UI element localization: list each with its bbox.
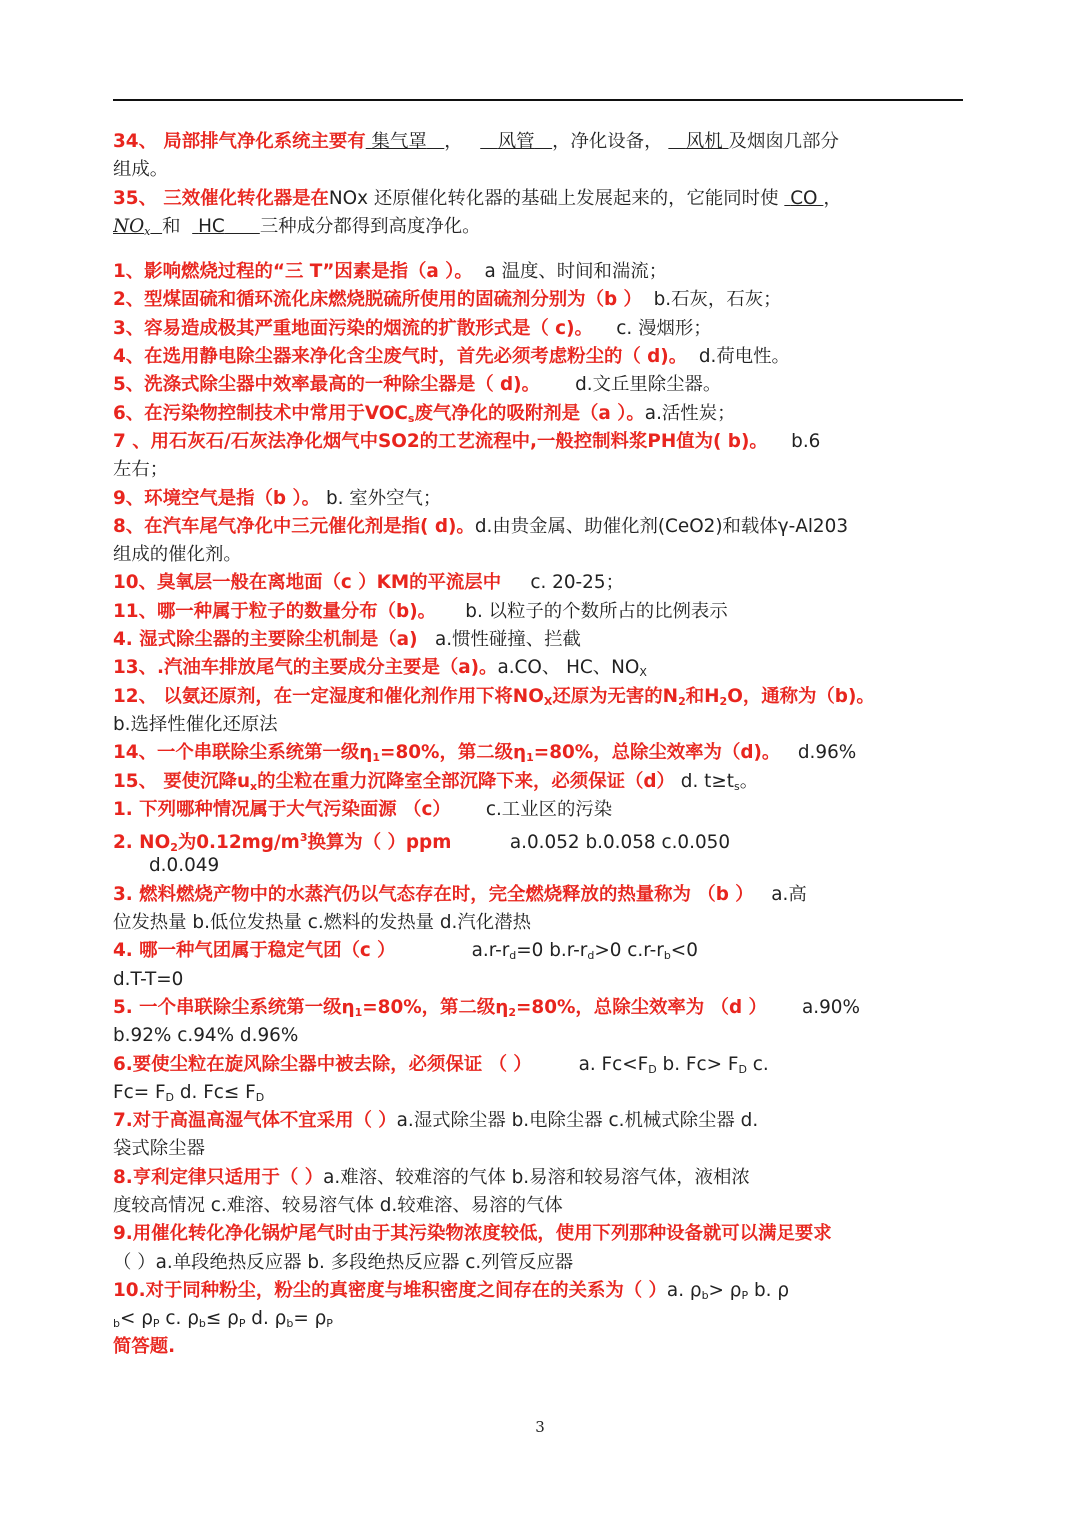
section2-question-5-continuation xyxy=(113,1022,963,1050)
question-number: 34、 xyxy=(113,131,157,152)
punctuation: ， xyxy=(823,187,842,209)
answer-text: d.荷电性。 xyxy=(698,346,790,368)
question-35-continuation xyxy=(113,213,963,241)
answer-text: 位发热量 b.低位发热量 c.燃料的发热量 d.汽化潜热 xyxy=(113,912,531,934)
question-text: 2. $NO_2$为$0.12mg/m^3$换算为（ ）ppm xyxy=(113,831,452,853)
section2-question-2-continuation xyxy=(113,852,963,880)
question-text: 1. 下列哪种情况属于大气污染面源 （c） xyxy=(113,798,451,820)
mc-question-4b xyxy=(113,626,963,654)
question-number: 35、 xyxy=(113,187,157,209)
mc-question-8 xyxy=(113,513,963,541)
answer-text: a.CO、 HC、$NO_X$ xyxy=(497,657,647,680)
mc-question-8-continuation xyxy=(113,541,963,569)
answer-text: a.90% xyxy=(801,996,860,1018)
question-text: 1、影响燃烧过程的“三 T”因素是指（a ）。 xyxy=(113,261,473,283)
question-text: 14、一个串联除尘系统第一级$\eta_1=80\%$，第二级$\eta_1=80\%$，总除尘效率为（d)。 xyxy=(113,742,781,765)
answer-text: a. $\rho_b> \rho_P$ b. ρ xyxy=(666,1279,790,1302)
answer-text: d. $t\ge t_s$。 xyxy=(680,770,759,793)
answer-text: $Fc= F_D$ d. $Fc\le F_D$ xyxy=(113,1081,265,1104)
section2-question-2 xyxy=(113,824,963,852)
question-34 xyxy=(113,128,963,156)
mc-question-9 xyxy=(113,485,963,513)
answer-text: 左右； xyxy=(113,459,169,481)
mc-question-4 xyxy=(113,343,963,371)
section2-question-1 xyxy=(113,796,963,824)
section2-question-10-continuation xyxy=(113,1305,963,1333)
answer-text: c. 20-25； xyxy=(530,572,624,594)
question-text: 4、在选用静电除尘器来净化含尘废气时，首先必须考虑粉尘的（ d)。 xyxy=(113,346,688,368)
mc-question-1 xyxy=(113,258,963,286)
mc-question-6 xyxy=(113,400,963,428)
mc-question-7-continuation xyxy=(113,456,963,484)
mc-question-13 xyxy=(113,654,963,682)
section2-question-6-continuation xyxy=(113,1079,963,1107)
blank-answer: 集气罩 xyxy=(371,131,427,152)
answer-text: a. $Fc<F_D$ b. $Fc> F_D$ c. xyxy=(578,1053,769,1076)
question-text: 8.亨利定律只适用于（ ） xyxy=(113,1166,324,1188)
mc-question-11 xyxy=(113,598,963,626)
answer-text: c.工业区的污染 xyxy=(485,798,613,820)
question-34-continuation xyxy=(113,156,963,184)
answer-text: $_b< \rho_P$ c. $\rho_b\le \rho_P$ d. $\rho_b= \rho_P$ xyxy=(113,1308,333,1331)
blank-answer: 风管 xyxy=(497,131,535,152)
answer-text: 三种成分都得到高度净化。 xyxy=(259,215,481,237)
mc-question-7 xyxy=(113,428,963,456)
answer-text: 度较高情况 c.难溶、较易溶气体 d.较难溶、易溶的气体 xyxy=(113,1194,563,1216)
answer-text: a.湿式除尘器 b.电除尘器 c.机械式除尘器 d. xyxy=(396,1110,759,1132)
answer-text: d.T-T=0 xyxy=(113,968,184,990)
blank-answer: HC xyxy=(198,215,225,237)
section2-question-5 xyxy=(113,994,963,1022)
section2-question-10 xyxy=(113,1277,963,1305)
question-text: 6.要使尘粒在旋风除尘器中被去除，必须保证 （ ） xyxy=(113,1053,532,1075)
section2-question-9 xyxy=(113,1220,963,1248)
question-stem: 三效催化转化器是在 xyxy=(156,187,329,209)
section-heading: 简答题. xyxy=(113,1336,176,1358)
blank-answer: $NO_x$ xyxy=(113,215,151,238)
section2-question-4-continuation xyxy=(113,966,963,994)
section2-question-8-continuation xyxy=(113,1192,963,1220)
section2-question-3-continuation xyxy=(113,909,963,937)
section2-question-4 xyxy=(113,937,963,965)
answer-text: b.选择性催化还原法 xyxy=(113,713,278,735)
answer-text: b. 室外空气； xyxy=(325,487,442,509)
question-text: 7.对于高温高湿气体不宜采用（ ） xyxy=(113,1110,397,1132)
answer-text: 组成的催化剂。 xyxy=(113,544,242,566)
question-text: 5、洗涤式除尘器中效率最高的一种除尘器是（ d)。 xyxy=(113,374,540,396)
answer-text: b.92% c.94% d.96% xyxy=(113,1025,299,1047)
answer-text: a.难溶、较难溶的气体 b.易溶和较易溶气体，液相浓 xyxy=(323,1166,750,1188)
answer-text: $a.r-r_d=0$ $b.r-r_d>0$ $c.r-r_b<0$ xyxy=(471,940,698,963)
question-text: 5. 一个串联除尘系统第一级$\eta_1=80\%$，第二级$\eta_2=80\%$，总除尘效率为 （d ） xyxy=(113,996,767,1019)
answer-text: b. 以粒子的个数所占的比例表示 xyxy=(465,600,728,622)
answer-text: b.石灰，石灰； xyxy=(653,289,782,311)
question-text: 6、在污染物控制技术中常用于$VOC_s$废气净化的吸附剂是（a ）。 xyxy=(113,402,645,425)
answer-text: a.高 xyxy=(771,883,807,905)
question-text: 3、容易造成极其严重地面污染的烟流的扩散形式是（ c)。 xyxy=(113,317,593,339)
mc-question-3 xyxy=(113,315,963,343)
section2-question-7-continuation xyxy=(113,1135,963,1163)
question-text: 9.用催化转化净化锅炉尾气时由于其污染物浓度较低，使用下列那种设备就可以满足要求 xyxy=(113,1223,832,1245)
question-text: 4. 哪一种气团属于稳定气团（c ） xyxy=(113,940,396,962)
page-number: 3 xyxy=(535,1418,545,1436)
mc-question-2 xyxy=(113,286,963,314)
answer-text: NOx 还原催化转化器的基础上发展起来的，它能同时使 xyxy=(328,187,779,209)
answer-text: a 温度、时间和湍流； xyxy=(484,261,668,283)
answer-text: （ ）a.单段绝热反应器 b. 多段绝热反应器 c.列管反应器 xyxy=(113,1251,574,1273)
question-text: 12、 以氨还原剂，在一定湿度和催化剂作用下将$NO_X$还原为无害的$N_2$和$H_2O$，通称为（b)。 xyxy=(113,685,875,708)
section2-question-8 xyxy=(113,1164,963,1192)
question-text: 8、在汽车尾气净化中三元催化剂是指( d)。 xyxy=(113,515,475,537)
mc-question-12 xyxy=(113,683,963,711)
answer-text: d.96% xyxy=(797,742,857,764)
document-body xyxy=(113,128,963,1362)
answer-text: 及烟囱几部分 xyxy=(728,131,839,152)
mc-question-15 xyxy=(113,768,963,796)
question-text: 7 、用石灰石/石灰法净化烟气中SO2的工艺流程中,一般控制料浆PH值为( b)。 xyxy=(113,430,768,452)
answer-text: 袋式除尘器 xyxy=(113,1138,205,1160)
question-text: 10、臭氧层一般在离地面（c ）KM的平流层中 xyxy=(113,572,502,594)
answer-text: d.文丘里除尘器。 xyxy=(575,374,722,396)
question-text: 2、型煤固硫和循环流化床燃烧脱硫所使用的固硫剂分别为（b ） xyxy=(113,289,642,311)
question-text: 13、.汽油车排放尾气的主要成分主要是（a)。 xyxy=(113,657,498,679)
blank-answer: 风机 xyxy=(685,131,723,152)
blank-answer: CO xyxy=(790,187,818,209)
question-35 xyxy=(113,185,963,213)
answer-text: 组成。 xyxy=(113,159,169,181)
question-text: 10.对于同种粉尘，粉尘的真密度与堆积密度之间存在的关系为（ ） xyxy=(113,1279,667,1301)
question-text: 3. 燃料燃烧产物中的水蒸汽仍以气态存在时，完全燃烧释放的热量称为 （b ） xyxy=(113,883,754,905)
answer-text: d.由贵金属、助催化剂(CeO2)和载体γ-Al203 xyxy=(474,515,849,537)
answer-text: a.活性炭； xyxy=(644,402,736,424)
section2-question-9-continuation xyxy=(113,1249,963,1277)
question-text: 15、 要使沉降$u_x$的尘粒在重力沉降室全部沉降下来，必须保证（d） xyxy=(113,770,675,793)
answer-text: d.0.049 xyxy=(149,855,220,877)
section2-question-6 xyxy=(113,1051,963,1079)
question-text: 9、环境空气是指（b ）。 xyxy=(113,487,321,509)
answer-text: c. 漫烟形； xyxy=(616,317,712,339)
answer-text: a.0.052 b.0.058 c.0.050 xyxy=(509,832,731,853)
question-stem: 局部排气净化系统主要有 xyxy=(156,131,366,152)
question-text: 11、哪一种属于粒子的数量分布（b)。 xyxy=(113,600,437,622)
mc-question-14 xyxy=(113,739,963,767)
answer-text: a.惯性碰撞、拦截 xyxy=(435,629,581,651)
answer-text: b.6 xyxy=(791,430,821,452)
answer-text: ，净化设备， xyxy=(552,131,663,152)
section2-question-3 xyxy=(113,881,963,909)
mc-question-5 xyxy=(113,371,963,399)
header-rule xyxy=(113,99,963,101)
answer-text: 和 xyxy=(162,215,181,237)
question-text: 4. 湿式除尘器的主要除尘机制是（a) xyxy=(113,629,418,651)
section2-question-7 xyxy=(113,1107,963,1135)
mc-question-10 xyxy=(113,569,963,597)
mc-question-12-continuation xyxy=(113,711,963,739)
punctuation: ， xyxy=(444,131,463,152)
